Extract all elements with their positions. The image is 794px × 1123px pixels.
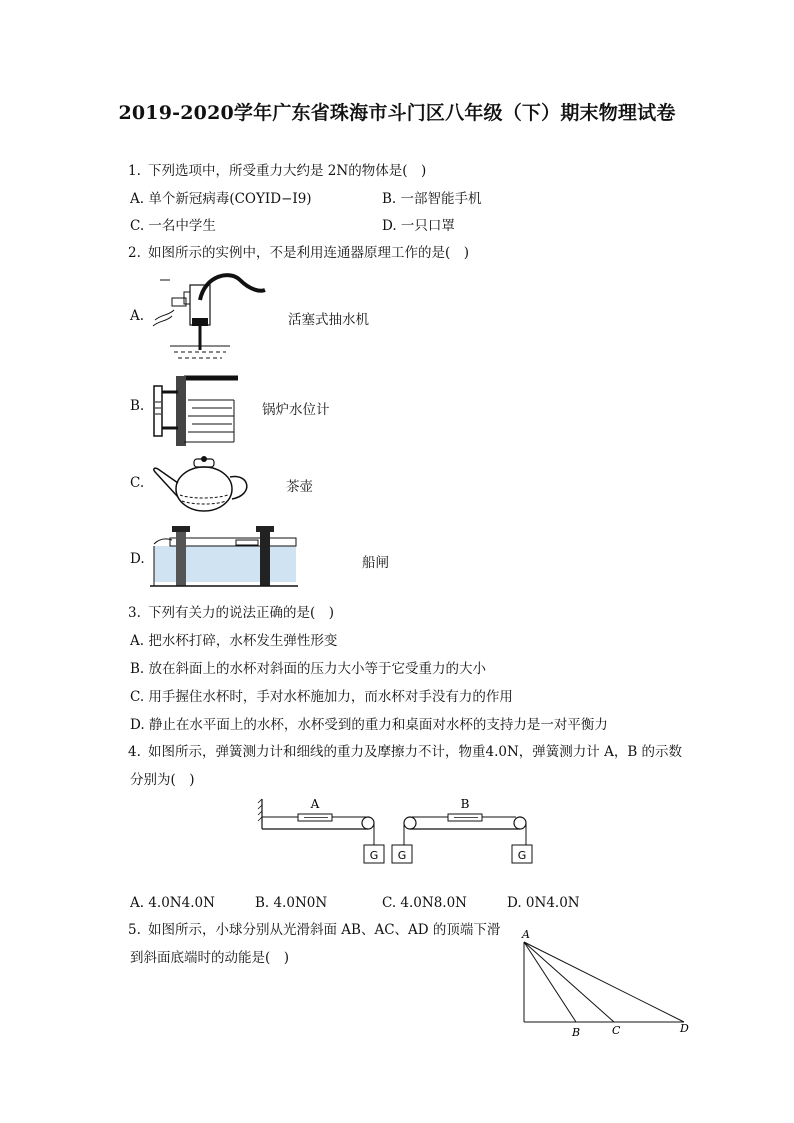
question-number: 2. (128, 245, 141, 261)
q1-option-a: A. 单个新冠病毒(COYID−I9) (130, 191, 312, 207)
question-number: 4. (128, 744, 141, 760)
q1-option-d: D. 一只口罩 (382, 218, 455, 234)
question-2-stem (128, 244, 469, 262)
question-4-stem (128, 743, 682, 761)
q4-option-d: D. 0N4.0N (507, 895, 580, 911)
label-g-middle: G (397, 849, 407, 862)
q2-option-c-caption: 茶壶 (286, 479, 313, 495)
boiler-gauge-icon (148, 372, 238, 448)
question-1-stem (128, 162, 426, 180)
question-text: 如图所示的实例中，不是利用连通器原理工作的是( ) (148, 245, 470, 261)
piston-pump-icon (150, 270, 270, 362)
page-title: 2019-2020学年广东省珠海市斗门区八年级（下）期末物理试卷 (118, 102, 676, 124)
q4-option-a: A. 4.0N4.0N (130, 895, 215, 911)
question-number: 3. (128, 605, 141, 621)
label-b: B (460, 797, 470, 811)
q5-stem-line2: 到斜面底端时的动能是( ) (130, 950, 290, 966)
label-g-right: G (517, 849, 527, 862)
q3-option-a: A. 把水杯打碎，水杯发生弹性形变 (130, 633, 338, 649)
q2-option-a-caption: 活塞式抽水机 (288, 312, 369, 328)
q3-option-c: C. 用手握住水杯时，手对水杯施加力，而水杯对手没有力的作用 (130, 689, 513, 705)
q1-option-c: C. 一名中学生 (130, 218, 216, 234)
question-text: 下列选项中，所受重力大约是 2N的物体是( ) (148, 163, 427, 179)
question-text: 如图所示，弹簧测力计和细线的重力及摩擦力不计，物重4.0N，弹簧测力计 A，B 的示数 (148, 744, 683, 760)
q2-option-d-label: D. (130, 551, 145, 567)
question-number: 5. (128, 922, 141, 938)
question-3-stem (128, 604, 334, 622)
q2-option-a-label: A. (130, 308, 145, 324)
spring-scale-figure (258, 795, 538, 867)
incline-figure (516, 926, 696, 1040)
question-5-stem (128, 921, 500, 939)
teapot-icon (150, 455, 258, 515)
label-g-left: G (369, 849, 379, 862)
q2-option-b-label: B. (130, 398, 145, 414)
point-c: C (612, 1024, 621, 1037)
question-number: 1. (128, 163, 141, 179)
q4-stem-line2: 分别为( ) (130, 772, 195, 788)
q2-option-d-caption: 船闸 (362, 555, 389, 571)
q4-option-b: B. 4.0N0N (255, 895, 328, 911)
point-d: D (680, 1022, 689, 1035)
ship-lock-icon (150, 524, 298, 590)
q4-option-c: C. 4.0N8.0N (382, 895, 467, 911)
q2-option-b-caption: 锅炉水位计 (262, 402, 330, 418)
question-text: 下列有关力的说法正确的是( ) (148, 605, 335, 621)
point-b: B (572, 1026, 581, 1039)
point-a: A (522, 928, 530, 941)
label-a: A (310, 797, 320, 811)
question-text: 如图所示，小球分别从光滑斜面 AB、AC、AD 的顶端下滑 (148, 922, 501, 938)
q1-option-b: B. 一部智能手机 (382, 191, 482, 207)
q3-option-d: D. 静止在水平面上的水杯，水杯受到的重力和桌面对水杯的支持力是一对平衡力 (130, 717, 608, 733)
q3-option-b: B. 放在斜面上的水杯对斜面的压力大小等于它受重力的大小 (130, 661, 487, 677)
q2-option-c-label: C. (130, 475, 145, 491)
